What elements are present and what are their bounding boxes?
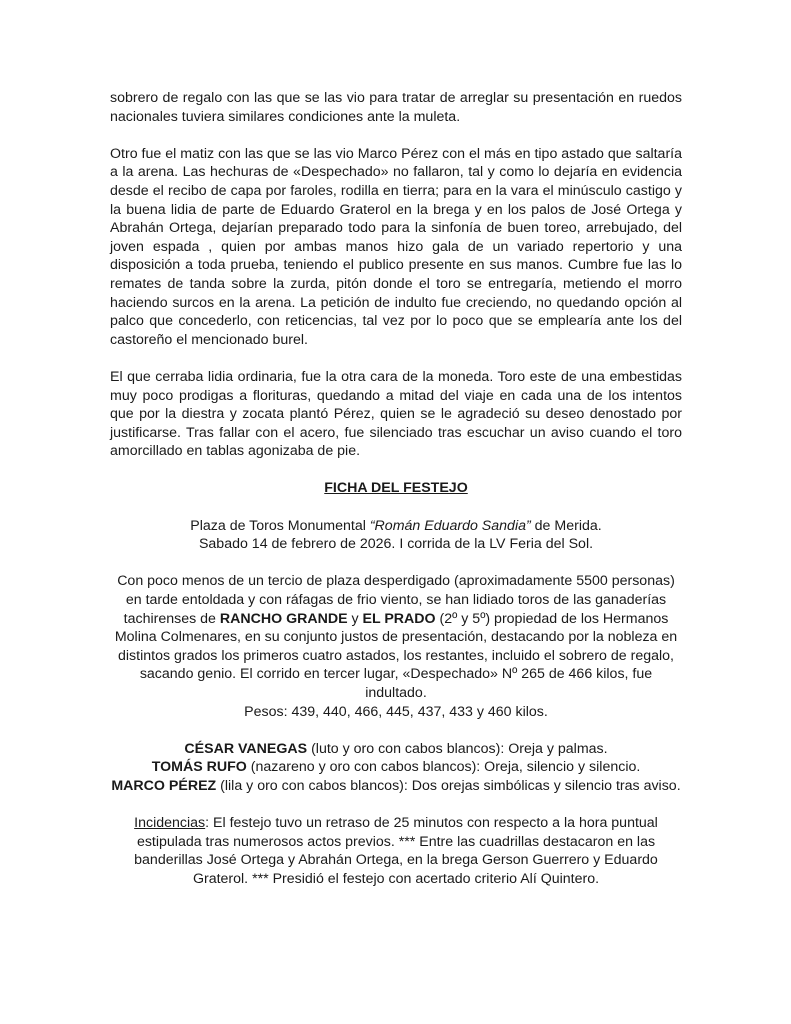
pesos-line: Pesos: 439, 440, 466, 445, 437, 433 y 460 kilos. [244,703,548,720]
incidencias-text: : El festejo tuvo un retraso de 25 minutos con respecto a la hora puntual estipulada tras numerosos actos previos. *** Entre las cuadrillas destacaron en las banderillas José Ortega y Abrahán Ortega, en la brega Gerson Guerrero y Eduardo Graterol. *** Presidió el festejo con acertado criterio Alí Quintero. [134,815,658,887]
ficha-description [110,572,682,721]
torero-name: TOMÁS RUFO [151,759,247,776]
desc-part-3: (2º y 5º) propiedad de los Hermanos Molina Colmenares, en su conjunto justos de presentación, destacando por la nobleza en distintos grados los primeros cuatro astados, los restantes, incluido el sobrero de regalo, sacando genio. El corrido en tercer lugar, «Despechado» Nº 265 de 466 kilos, fue indultado. [114,610,678,701]
torero-name: CÉSAR VANEGAS [184,740,308,757]
article-paragraph-2: Otro fue el matiz con las que se las vio Marco Pérez con el más en tipo astado que saltaría a la arena. Las hechuras de «Despechado» no fallaron, tal y como lo dejaría en evidencia desde el recibo de capa por faroles, rodilla en tierra; para en la vara el minúsculo castigo y la buena lidia de parte de Eduardo Graterol en la brega y en los palos de José Ortega y Abrahán Ortega, dejarían preparado todo para la sinfonía de buen toreo, arrebujado, del joven espada , quien por ambas manos hizo gala de un variado repertorio y una disposición a toda prueba, teniendo el publico presente en sus manos. Cumbre fue las lo remates de tanda sobre la zurda, pitón donde el toro se entregaría, metiendo el morro haciendo surcos en la arena. La petición de indulto fue creciendo, no quedando opción al palco que concederlo, con reticencias, tal vez por lo poco que se emplearía ante los del castoreño el mencionado burel. [110,145,682,348]
torero-line [110,740,682,759]
article-paragraph-3: El que cerraba lidia ordinaria, fue la otra cara de la moneda. Toro este de una embestidas muy poco prodigas a florituras, quedando a mitad del viaje en cada una de los intentos que por la diestra y zocata plantó Pérez, quien se le agradeció su deseo denostado por justificarse. Tras fallar con el acero, fue silenciado tras escuchar un aviso cuando el toro amorcillado en tablas agonizaba de pie. [110,368,682,460]
date-line: Sabado 14 de febrero de 2026. I corrida de la LV Feria del Sol. [198,536,594,553]
ficha-title: FICHA DEL FESTEJO [324,480,468,497]
article-paragraph-1: sobrero de regalo con las que se las vio para tratar de arreglar su presentación en ruedos nacionales tuviera similares condiciones ante la muleta. [110,90,682,125]
torero-detail: (lila y oro con cabos blancos): Dos orejas simbólicas y silencio tras aviso. [216,777,681,794]
torero-name: MARCO PÉREZ [111,777,217,794]
incidencias-label: Incidencias [134,815,206,832]
torero-line [110,758,682,777]
desc-part-1: Con poco menos de un tercio de plaza desperdigado (aproximadamente 5500 personas) en tarde entoldada y con ráfagas de frio viento, se han lidiado toros de las ganaderías tachirenses de [117,573,675,627]
venue-name: “Román Eduardo Sandia” [369,517,531,534]
ganaderia-1: RANCHO GRANDE [219,610,348,627]
document-page [110,89,682,907]
torero-line [110,777,682,796]
venue-suffix: de Merida. [530,517,602,534]
torero-detail: (nazareno y oro con cabos blancos): Oreja, silencio y silencio. [246,759,641,776]
ficha-venue [110,517,682,554]
incidencias-block [110,814,682,888]
venue-prefix: Plaza de Toros Monumental [190,517,370,534]
toreros-block [110,740,682,796]
desc-part-2: y [347,610,363,627]
venue-line [110,517,682,536]
ganaderia-2: EL PRADO [362,610,436,627]
torero-detail: (luto y oro con cabos blancos): Oreja y palmas. [307,740,608,757]
